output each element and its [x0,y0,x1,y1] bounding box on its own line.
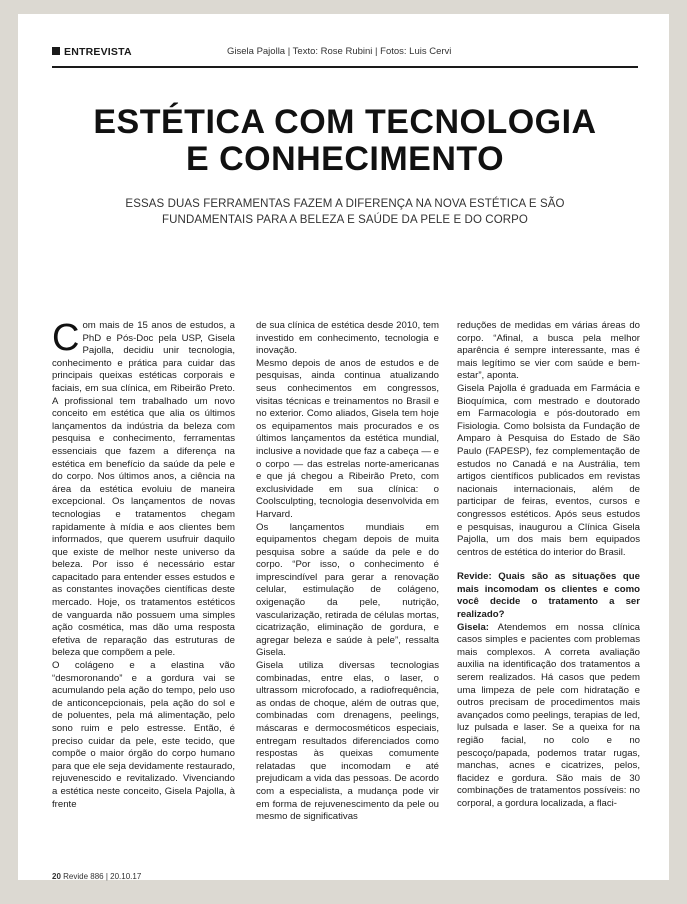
section-marker-icon [52,47,60,55]
subtitle-line-2: FUNDAMENTAIS PARA A BELEZA E SAÚDE DA PELE E DO CORPO [162,214,528,226]
paragraph [52,317,235,660]
title-line-1: ESTÉTICA COM TECNOLOGIA [93,103,597,141]
paragraph: Gisela utiliza diversas tecnologias combinadas, entre elas, o laser, o ultrassom microfocado, a radiofrequência, as ondas de choque, além de outras que, combinadas com drenagens, peelings, máscaras e dermocosméticos especiais, entregam resultados diferenciados como respostas às queixas comumente relatadas que incomodam e até prejudicam a vida das pessoas. De acordo com a especialista, a mudança pode vir em forma de rejuvenescimento da pele ou mesmo de significativas [256,660,439,823]
issue-info: Revide 886 | 20.10.17 [63,872,142,881]
text-column-1 [52,317,235,811]
subtitle-line-1: ESSAS DUAS FERRAMENTAS FAZEM A DIFERENÇA NA NOVA ESTÉTICA E SÃO [125,198,565,210]
answer-text: Atendemos em nossa clínica casos simples e pacientes com problemas mais complexos. A correta avaliação auxilia na identificação dos tratamentos a serem realizados. Há casos que pedem uma limpeza de pele com hidratação e outros precisam de procedimentos mais avançados como peelings, terapias de led, luz pulsada e laser. Se a queixa for na região facial, no colo e no pescoço/papada, podemos tratar rugas, manchas, acnes e cicatrizes, pelos, flacidez e gordura. São mais de 30 combinações de tratamentos possíveis: no corporal, a gordura localizada, a flaci- [457,621,640,809]
paragraph: Gisela Pajolla é graduada em Farmácia e Bioquímica, com mestrado e doutorado em Farmacologia e pós-doutorado em Fisiologia. Como bolsista da Fundação de Amparo à Pesquisa do Estado de São Paulo (FAPESP), fez complementação de estudos no Canadá e na Austrália, tem artigos científicos publicados em revistas nacionais internacionais, além de participar de feiras, eventos, cursos e congressos estéticos. Após seus estudos e pesquisas, inaugurou a Clínica Gisela Pajolla, um dos mais bem equipados centros de estética do interior do Brasil. [457,382,640,558]
magazine-page [18,14,669,880]
paragraph: reduções de medidas em várias áreas do corpo. “Afinal, a busca pela melhor aparência é sempre interessante, mas é mais legítimo se vier com saúde e bem-estar”, aponta. [457,320,640,382]
article-title [52,104,638,178]
title-line-2: E CONHECIMENTO [185,140,505,178]
paragraph: O colágeno e a elastina vão “desmoronando” e a gordura vai se acumulando pela ação do tempo, pelo uso de anticoncepcionais, pela ação do sol e de poluentes, pela má alimentação, pelo sono ruim e pelo estresse. Então, é preciso cuidar da pele, este tecido, que compõe o maior órgão do corpo humano para que ele seja devidamente restaurado, rejuvenescido e revitalizado. Vivenciando a estética neste conceito, Gisela Pajolla, à frente [52,660,235,810]
section-label: ENTREVISTA [64,46,132,58]
paragraph: de sua clínica de estética desde 2010, tem investido em conhecimento, tecnologia e inovação. [256,320,439,357]
header-divider [52,66,638,68]
page-header [52,44,638,60]
page-number: 20 [52,872,61,881]
drop-cap: C [52,317,80,359]
page-footer [52,872,141,881]
text-column-2 [256,320,439,824]
paragraph-text: om mais de 15 anos de estudos, a PhD e Pós-Doc pela USP, Gisela Pajolla, decidiu unir tecnologia, conhecimento e prática para cuidar das principais queixas estéticas corporais e faciais, em sua clínica, em Ribeirão Preto. A profissional tem trabalhado um novo conceito em estética que alia os últimos lançamentos da indústria da beleza com pesquisa e conhecimento, ferramentas essenciais que fazem a diferença na estética em benefício da saúde da pele e do corpo. Nos últimos anos, a ciência na área da estética evoluiu de maneira excepcional. Os lançamentos de novas tecnologias e tratamentos chegam rapidamente à mídia e aos clientes bem informados, que querem usufruir daquilo que existe de melhor neste universo da beleza. Por isso é necessário estar capacitado para entender esses estudos e as constantes inovações científicas deste mercado. Hoje, os tratamentos estéticos de vanguarda não possuem uma simples ação cosmética, mas dão uma resposta efetiva de reparação das estruturas de beleza que compõem a pele. [52,320,235,659]
article-subtitle [88,196,602,228]
article-credits: Gisela Pajolla | Texto: Rose Rubini | Fotos: Luis Cervi [227,46,452,57]
paragraph: Os lançamentos mundiais em equipamentos chegam depois de muita pesquisa sobre a saúde da pele e do corpo. “Por isso, o conhecimento é imprescindível para gerar a renovação celular, estimulação de colágeno, oxigenação da pele, nutrição, vascularização, retirada de células mortas, cicatrização, eliminação de gordura, e agregar beleza e saúde à pele”, ressalta Gisela. [256,521,439,659]
interview-question: Revide: Quais são as situações que mais incomodam os clientes e como você decide o tratamento a ser realizado? [457,571,640,621]
text-column-3 [457,320,640,811]
answer-speaker: Gisela: [457,621,489,633]
interview-answer [457,622,640,811]
paragraph: Mesmo depois de anos de estudos e de pesquisas, ainda continua atualizando seus conhecimentos em congressos, visitas técnicas e treinamentos no Brasil e no exterior. Como aliados, Gisela tem hoje os equipamentos mais procurados e os últimos lançamentos da estética mundial, inclusive a novidade que faz a cabeça — e o corpo — das estrelas norte-americanas e que já chegou a Ribeirão Preto, com exclusividade em sua clínica: o Coolsculpting, tecnologia desenvolvida em Harvard. [256,357,439,520]
